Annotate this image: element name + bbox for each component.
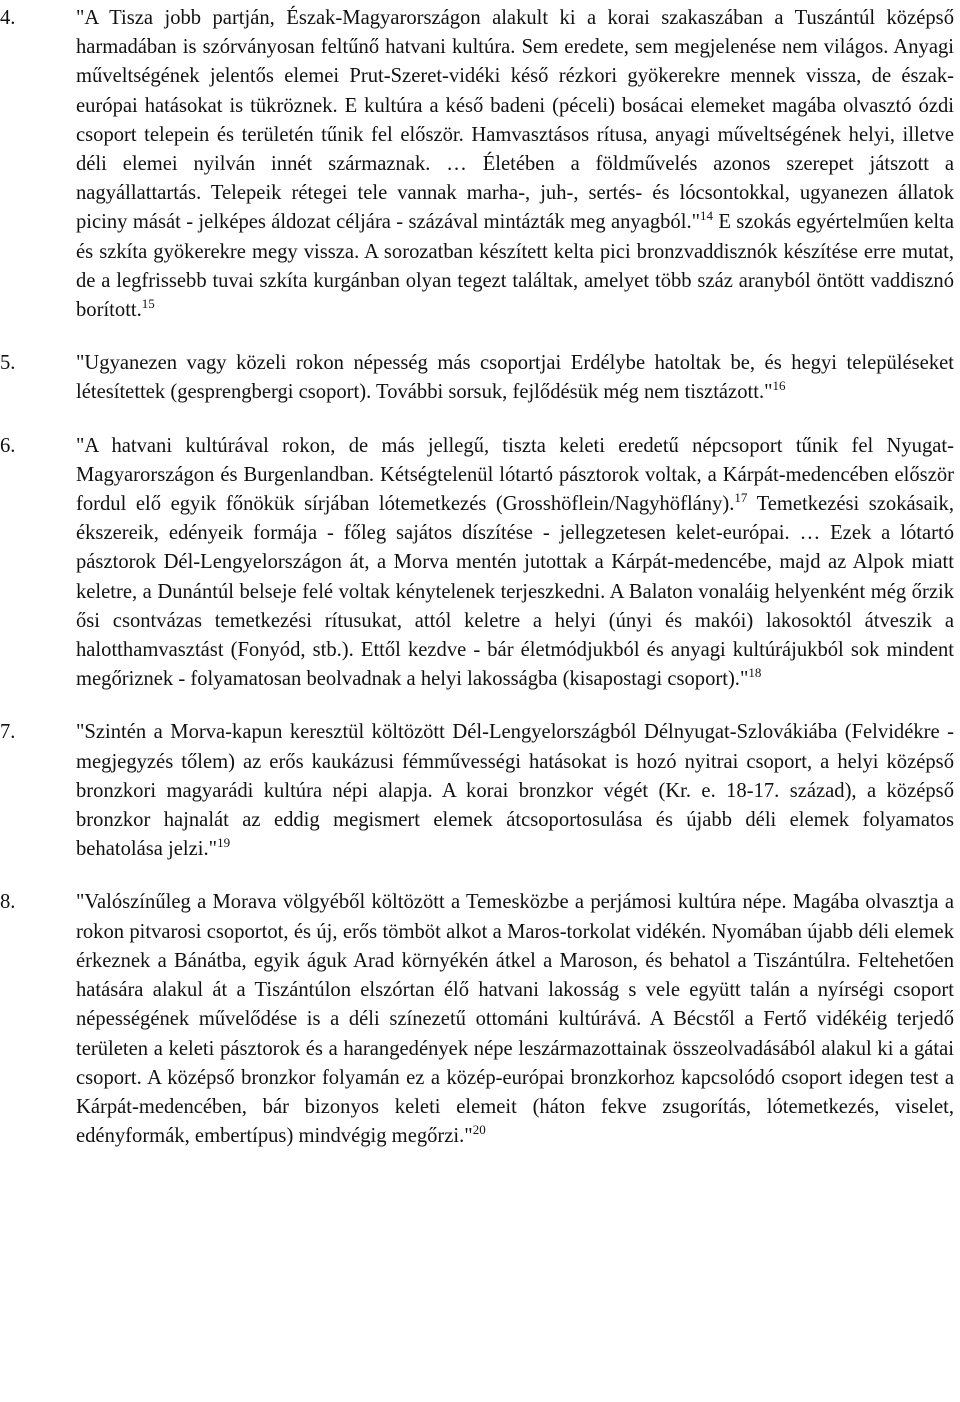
paragraph-text	[76, 721, 954, 860]
paragraph-text-segment: "Valószínűleg a Morava völgyéből költözött a Temesközbe a perjámosi kultúra népe. Magába olvasztja a rokon pitvarosi csoportot, és új, erős tömböt alkot a Maros-torkolat vidékén. Nyomában újabb déli elemek érkeznek a Bánátba, egyik águk Arad környékén átkel a Maroson, és behatol a Tiszántúlra. Feltehetően hatására alakul át a Tiszántúlon elszórtan élő hatvani lakosság s vele együtt talán a nyírségi csoport népességének művelődése is a déli színezetű ottománi kultúrává. A Bécstől a Fertő vidékéig terjedő területen a keleti pásztorok és a harangedények népe leszármazottainak összeolvadásából alakul ki a gátai csoport. A középső bronzkor folyamán ez a közép-európai bronzkorhoz kapcsolódó csoport idegen test a Kárpát-medencében, bár bizonyos keleti elemeit (háton fekve zsugorítás, lótemetkezés, viselet, edényformák, embertípus) mindvégig megőrzi."	[76, 891, 954, 1148]
numbered-paragraph	[0, 888, 960, 1151]
footnote-ref: 14	[700, 208, 713, 224]
paragraph-text	[76, 435, 954, 691]
paragraph-number: 5.	[0, 352, 16, 375]
numbered-paragraph	[0, 718, 960, 864]
footnote-ref: 15	[141, 296, 155, 312]
paragraph-text-segment: Temetkezési szokásaik, ékszereik, edényeik formája - főleg sajátos díszítése - jellegzetesen kelet-európai. … Ezek a lótartó pásztorok Dél-Lengyelországon át, a Morva mentén jutottak a Kárpát-medencébe, majd az Alpok miatt keletre, a Dunántúl belseje felé voltak kénytelenek terjeszkedni. A Balaton vonaláig helyenként még őrzik ősi csontvázas temetkezési rítusukat, attól keletre a helyi (únyi és makói) lakosoktól átveszik a halotthamvasztást (Fonyód, stb.). Ettől kezdve - bár életmódjukból és anyagi kultúrájukból sok mindent megőriznek - folyamatosan beolvadnak a helyi lakosságba (kisapostagi csoport)."	[76, 493, 954, 691]
paragraph-text-segment: E szokás egyértelműen kelta és szkíta gyökerekre megy vissza. A sorozatban készített kelta pici bronzvaddisznók készítése erre mutat, de a legfrissebb tuvai szkíta kurgánban olyan tegezt találtak, amelyet több száz aranyból öntött vaddisznó borított.	[76, 211, 954, 322]
paragraph-number: 4.	[0, 7, 16, 29]
paragraph-text-segment: "A hatvani kultúrával rokon, de más jellegű, tiszta keleti eredetű népcsoport tűnik fel Nyugat-Magyarországon és Burgenlandban. Kétségtelenül lótartó pásztorok voltak, a Kárpát-medencében először fordul elő egyik főnökük sírjában lótemetkezés (Grosshöflein/Nagyhöflány).	[76, 434, 954, 516]
paragraph-text-segment: "A Tisza jobb partján, Észak-Magyarországon alakult ki a korai szakaszában a Tuszántúl középső harmadában is szórványosan feltűnő hatvani kultúra. Sem eredete, sem megjelenése nem világos. Anyagi műveltségének jelentős elemei Prut-Szeret-vidéki késő rézkori gyökerekre mennek vissza, de észak-európai hatásokat is tükröznek. E kultúra a késő badeni (péceli) bosácai elemeket magába olvasztó ózdi csoport telepein és területén tűnik fel először. Hamvasztásos rítusa, anyagi műveltségének helyi, illetve déli elemei nyilván innét származnak. … Életében a földművelés azonos szerepet játszott a nagyállattartás. Telepeik rétegei tele vannak marha-, juh-, sertés- és lócsontokkal, ugyanezen állatok piciny mását - jelképes áldozat céljára - százával mintázták meg anyagból."	[76, 7, 954, 234]
paragraph-text	[76, 352, 954, 403]
paragraph-number: 8.	[0, 891, 16, 914]
paragraph-number: 7.	[0, 721, 16, 744]
footnote-ref: 19	[217, 835, 231, 851]
numbered-paragraph	[0, 432, 960, 695]
paragraph-text	[76, 7, 954, 321]
footnote-ref: 16	[772, 378, 786, 394]
footnote-ref: 20	[472, 1122, 486, 1138]
numbered-paragraph	[0, 4, 960, 325]
footnote-ref: 18	[748, 665, 762, 681]
numbered-paragraph	[0, 349, 960, 407]
paragraph-number: 6.	[0, 434, 16, 457]
paragraph-text-segment: "Szintén a Morva-kapun keresztül költözött Dél-Lengyelországból Délnyugat-Szlovákiába (Felvidékre - megjegyzés tőlem) az erős kaukázusi fémművességi hatásokat is hozó nyitrai csoport, a helyi középső bronzkori magyarádi kultúra népi alapja. A korai bronzkor végét (Kr. e. 18-17. század), a középső bronzkor hajnalát az eddig megismert elemek átcsoportosulása és újabb déli elemek folyamatos behatolása jelzi."	[76, 721, 954, 861]
paragraph-text-segment: "Ugyanezen vagy közeli rokon népesség más csoportjai Erdélybe hatoltak be, és hegyi településeket létesítettek (gesprengbergi csoport). További sorsuk, fejlődésük még nem tisztázott."	[76, 352, 954, 404]
paragraph-text	[76, 891, 954, 1147]
footnote-ref: 17	[734, 490, 748, 506]
document-page	[0, 4, 960, 1175]
